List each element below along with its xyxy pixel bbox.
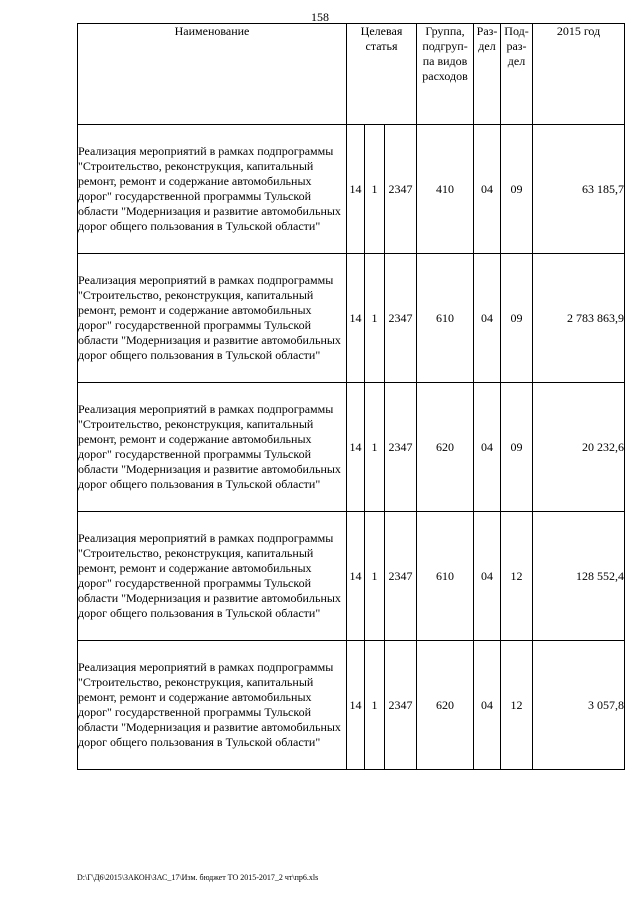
code-direction: 2347	[385, 641, 417, 770]
table-row	[78, 512, 625, 641]
section: 04	[474, 383, 501, 512]
amount-2015: 128 552,4	[533, 512, 625, 641]
amount-2015: 63 185,7	[533, 125, 625, 254]
subsection: 12	[501, 641, 533, 770]
code-direction: 2347	[385, 254, 417, 383]
amount-2015: 2 783 863,9	[533, 254, 625, 383]
code-direction: 2347	[385, 125, 417, 254]
code-subprogram: 1	[365, 512, 385, 641]
table-row	[78, 254, 625, 383]
header-target-article: Целевая статья	[347, 24, 417, 125]
subsection: 09	[501, 254, 533, 383]
footer-file-path: D:\Г\Д6\2015\ЗАКОН\ЗАС_17\Изм. бюджет ТО 2015-2017_2 чт\пр6.xls	[77, 873, 319, 882]
row-name: Реализация мероприятий в рамках подпрограммы "Строительство, реконструкция, капитальный ремонт, ремонт и содержание автомобильных дорог" государственной программы Тульской области "Модернизация и развитие автомобильных дорог общего пользования в Тульской области"	[78, 641, 347, 770]
section: 04	[474, 641, 501, 770]
expense-group: 610	[417, 254, 474, 383]
expense-group: 610	[417, 512, 474, 641]
section: 04	[474, 125, 501, 254]
row-name: Реализация мероприятий в рамках подпрограммы "Строительство, реконструкция, капитальный ремонт, ремонт и содержание автомобильных дорог" государственной программы Тульской области "Модернизация и развитие автомобильных дорог общего пользования в Тульской области"	[78, 125, 347, 254]
table-header-row	[78, 24, 625, 125]
amount-2015: 20 232,6	[533, 383, 625, 512]
code-program: 14	[347, 383, 365, 512]
code-subprogram: 1	[365, 383, 385, 512]
row-name: Реализация мероприятий в рамках подпрограммы "Строительство, реконструкция, капитальный ремонт, ремонт и содержание автомобильных дорог" государственной программы Тульской области "Модернизация и развитие автомобильных дорог общего пользования в Тульской области"	[78, 383, 347, 512]
header-expense-group: Группа, подгруп-па видов расходов	[417, 24, 474, 125]
code-subprogram: 1	[365, 641, 385, 770]
table-row	[78, 641, 625, 770]
table-row	[78, 125, 625, 254]
table-row	[78, 383, 625, 512]
section: 04	[474, 254, 501, 383]
row-name: Реализация мероприятий в рамках подпрограммы "Строительство, реконструкция, капитальный ремонт, ремонт и содержание автомобильных дорог" государственной программы Тульской области "Модернизация и развитие автомобильных дорог общего пользования в Тульской области"	[78, 512, 347, 641]
subsection: 09	[501, 383, 533, 512]
code-direction: 2347	[385, 383, 417, 512]
page-number: 158	[311, 10, 329, 24]
header-subsection: Под-раз-дел	[501, 24, 533, 125]
code-subprogram: 1	[365, 254, 385, 383]
code-program: 14	[347, 641, 365, 770]
budget-table	[77, 23, 625, 770]
code-program: 14	[347, 254, 365, 383]
code-program: 14	[347, 512, 365, 641]
header-name: Наименование	[78, 24, 347, 125]
expense-group: 620	[417, 383, 474, 512]
code-subprogram: 1	[365, 125, 385, 254]
code-program: 14	[347, 125, 365, 254]
expense-group: 620	[417, 641, 474, 770]
header-section: Раз-дел	[474, 24, 501, 125]
row-name: Реализация мероприятий в рамках подпрограммы "Строительство, реконструкция, капитальный ремонт, ремонт и содержание автомобильных дорог" государственной программы Тульской области "Модернизация и развитие автомобильных дорог общего пользования в Тульской области"	[78, 254, 347, 383]
header-year: 2015 год	[533, 24, 625, 125]
code-direction: 2347	[385, 512, 417, 641]
section: 04	[474, 512, 501, 641]
subsection: 09	[501, 125, 533, 254]
subsection: 12	[501, 512, 533, 641]
expense-group: 410	[417, 125, 474, 254]
amount-2015: 3 057,8	[533, 641, 625, 770]
